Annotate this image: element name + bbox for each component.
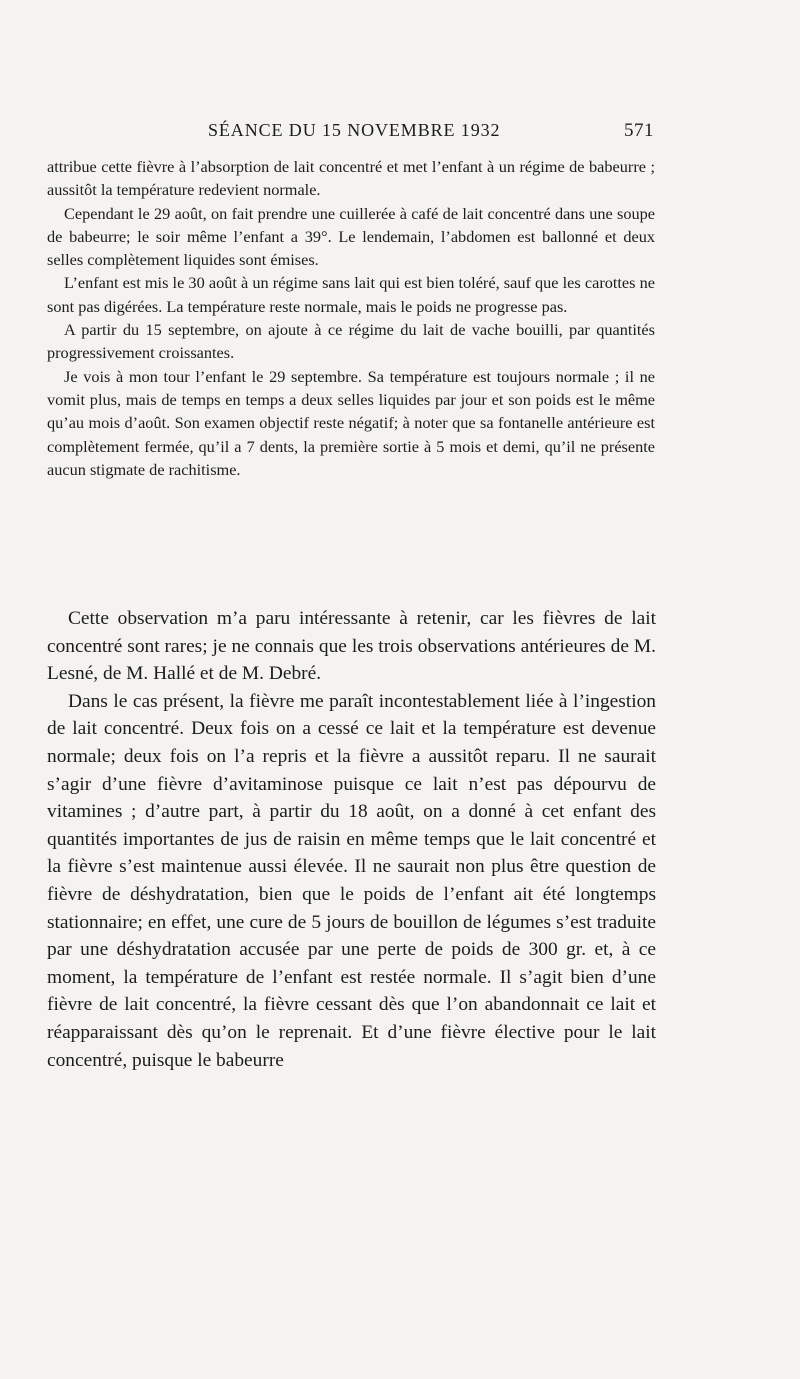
paragraph: Cette observation m’a paru intéressante à retenir, car les fièvres de lait concentré sont rares; je ne connais que les trois observations antérieures de M. Lesné, de M. Hallé et de M. Debré. <box>47 608 656 685</box>
paragraph: L’enfant est mis le 30 août à un régime sans lait qui est bien toléré, sauf que les carottes ne sont pas digérées. La température reste normale, mais le poids ne progresse pas. <box>47 273 655 316</box>
paragraph: A partir du 15 septembre, on ajoute à ce régime du lait de vache bouilli, par quantités progressivement croissantes. <box>47 320 655 363</box>
running-head: SÉANCE DU 15 NOVEMBRE 1932 <box>208 120 501 140</box>
paragraph: Dans le cas présent, la fièvre me paraît incontestablement liée à l’ingestion de lait concentré. Deux fois on a cessé ce lait et la température est devenue normale; deux fois on l’a repris et la fièvre a aussitôt reparu. Il ne saurait s’agir d’une fièvre d’avitaminose puisque ce lait n’est pas dépourvu de vitamines ; d’autre part, à partir du 18 août, on a donné à cet enfant des quantités importantes de jus de raisin en même temps que le lait concentré et la fièvre s’est maintenue aussi élevée. Il ne saurait non plus être question de fièvre de déshydratation, bien que le poids de l’enfant ait été longtemps stationnaire; en effet, une cure de 5 jours de bouillon de légumes s’est traduite par une déshydratation accusée par une perte de poids de 300 gr. et, à ce moment, la température de l’enfant est restée normale. Il s’agit bien d’une fièvre de lait concentré, la fièvre cessant dès que l’on abandonnait ce lait et réapparaissant dès qu’on le reprenait. Et d’une fièvre élective pour le lait concentré, puisque le babeurre <box>47 690 656 1071</box>
paragraph: Je vois à mon tour l’enfant le 29 septembre. Sa température est toujours normale ; il ne vomit plus, mais de temps en temps a deux selles liquides par jour et son poids est le même qu’au mois d’août. Son examen objectif reste négatif; à noter que sa fontanelle antérieure est complètement fermée, qu’il a 7 dents, la première sortie à 5 mois et demi, qu’il ne présente aucun stigmate de rachitisme. <box>47 366 655 479</box>
page-number: 571 <box>624 120 654 141</box>
paragraph: Cependant le 29 août, on fait prendre une cuillerée à café de lait concentré dans une soupe de babeurre; le soir même l’enfant a 39°. Le lendemain, l’abdomen est ballonné et deux selles complètement liquides sont émises. <box>47 203 655 270</box>
page-header <box>208 120 654 146</box>
case-report-text <box>47 155 655 481</box>
paragraph: attribue cette fièvre à l’absorption de lait concentré et met l’enfant à un régime de babeurre ; aussitôt la température redevient normale. <box>47 157 655 200</box>
discussion-text <box>47 605 656 1074</box>
